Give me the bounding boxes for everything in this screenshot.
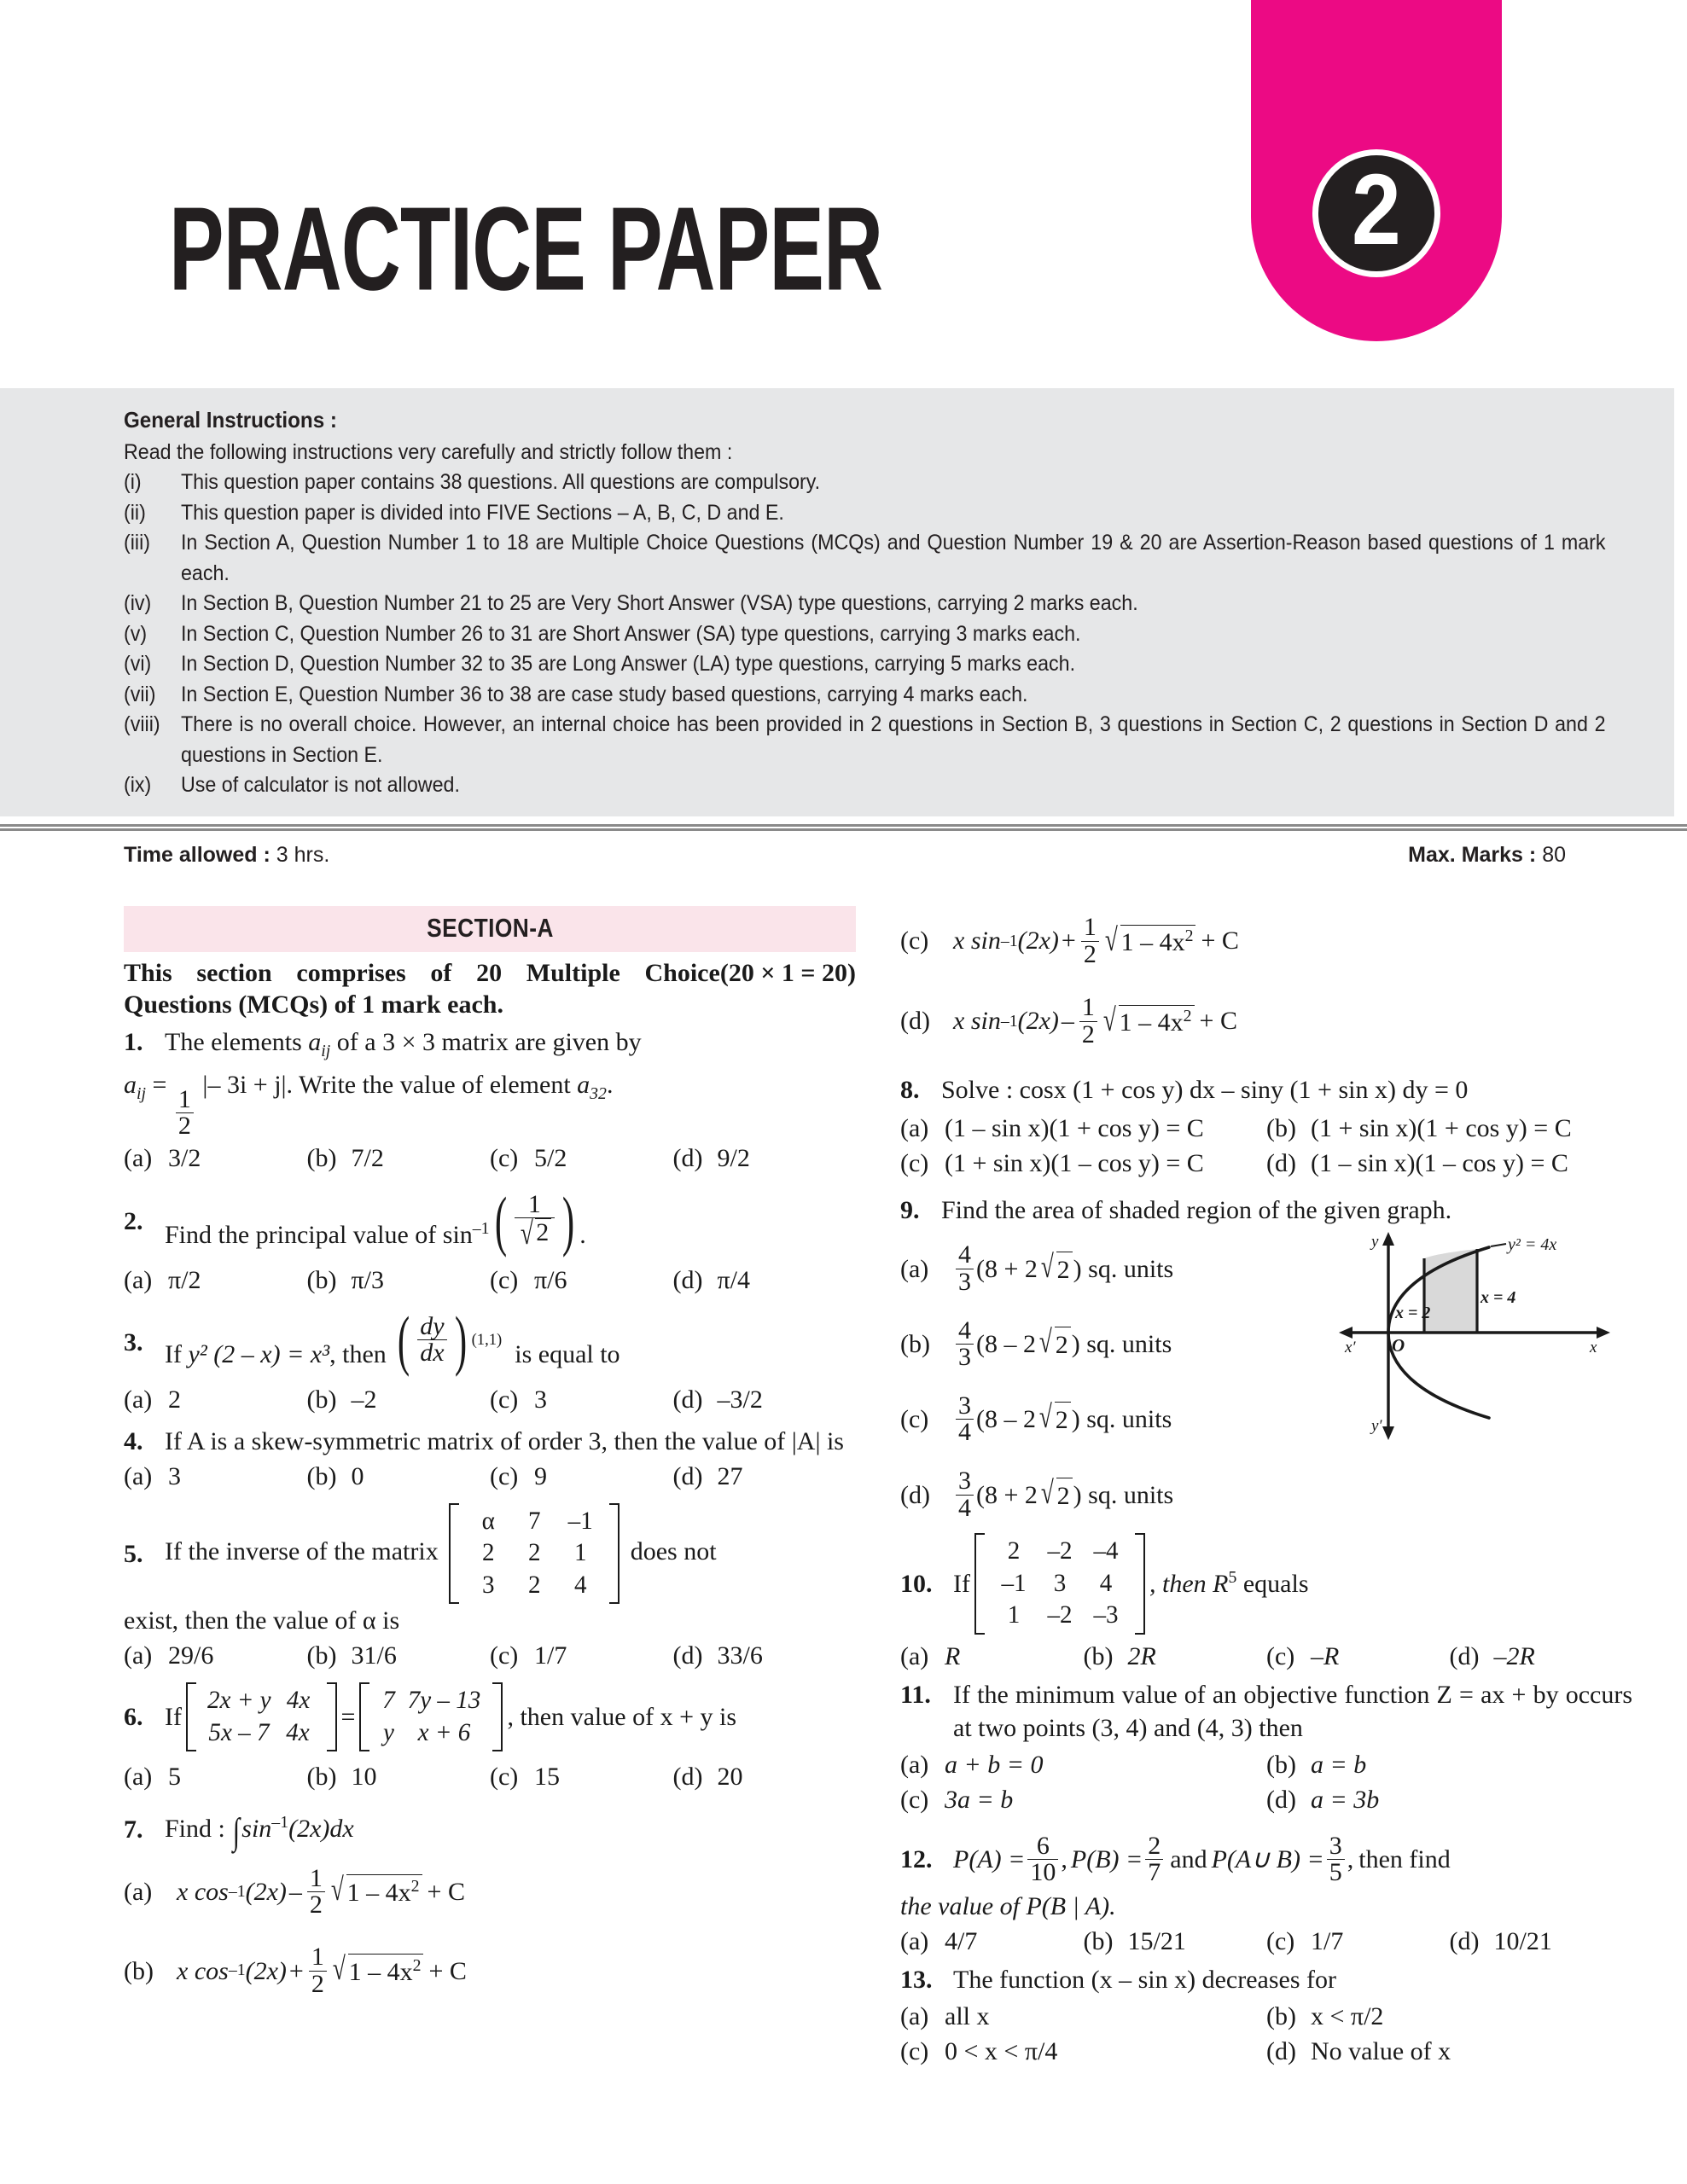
option-c[interactable]: (c) 3a = b bbox=[900, 1785, 1014, 1814]
origin-label: O bbox=[1392, 1335, 1405, 1356]
option-a[interactable]: (a) all x bbox=[900, 2001, 990, 2030]
q7-integral-icon: ∫ bbox=[233, 1811, 241, 1853]
question-7 bbox=[124, 1812, 856, 1997]
time-allowed-value: 3 hrs. bbox=[276, 843, 330, 867]
max-marks-label: Max. Marks : bbox=[1408, 843, 1543, 867]
option-a[interactable]: (a) 4/7 bbox=[900, 1926, 978, 1955]
instruction-text: This question paper is divided into FIVE Sections – A, B, C, D and E. bbox=[180, 500, 784, 525]
option-a[interactable]: (a) 29/6 bbox=[124, 1641, 214, 1670]
instruction-number: (vii) bbox=[124, 682, 156, 706]
instruction-text: In Section D, Question Number 32 to 35 are Long Answer (LA) type questions, carrying 5 marks each. bbox=[180, 652, 1076, 676]
question-1-text-b: of a 3 × 3 matrix are given by bbox=[336, 1028, 642, 1057]
q5-text-a: If the inverse of the matrix bbox=[165, 1536, 439, 1565]
y-axis-top-arrow bbox=[1382, 1232, 1394, 1246]
q5-text-c: exist, then the value of α is bbox=[124, 1606, 400, 1635]
instruction-number: (i) bbox=[124, 470, 142, 494]
instruction-number: (iv) bbox=[124, 591, 152, 615]
option-d[interactable]: (d) 33/6 bbox=[672, 1641, 763, 1670]
question-11-number: 11. bbox=[900, 1680, 931, 1709]
q12-and: and bbox=[1170, 1845, 1207, 1874]
option-d[interactable]: (d) No value of x bbox=[1266, 2036, 1451, 2065]
q3-dx: dx bbox=[420, 1339, 445, 1368]
curve-label-leader bbox=[1491, 1244, 1506, 1246]
question-1-text-a: The elements bbox=[165, 1028, 302, 1057]
instruction-item bbox=[124, 649, 1606, 680]
section-a-marks-note: (20 × 1 = 20) bbox=[719, 959, 856, 987]
option-c[interactable]: (c) 9 bbox=[490, 1461, 547, 1490]
question-1-eq: = bbox=[152, 1071, 167, 1100]
instruction-item bbox=[124, 468, 1606, 498]
question-9-option-a[interactable]: (a) $\frac{4}{3}$ (8 + 2 √ 2 ) sq. units bbox=[900, 1240, 1174, 1296]
option-a[interactable]: (a) 5 bbox=[124, 1763, 181, 1792]
question-9-graph bbox=[1334, 1227, 1615, 1440]
instruction-text: There is no overall choice. However, an internal choice has been provided in 2 questions in Section B, 3 questions in Section C, 2 questions in Section D and 2 questions in Section E. bbox=[180, 712, 1606, 767]
question-columns bbox=[0, 906, 1687, 2071]
option-c[interactable]: (c) (1 + sin x)(1 – cos y) = C bbox=[900, 1149, 1204, 1178]
option-b[interactable]: (b) π/3 bbox=[306, 1265, 384, 1294]
q10-text-a: If bbox=[953, 1569, 970, 1598]
question-6 bbox=[124, 1682, 856, 1793]
option-a[interactable]: (a) 3 bbox=[124, 1461, 181, 1490]
section-a-header bbox=[124, 906, 856, 952]
q12-pa-label: P(A) = bbox=[953, 1845, 1026, 1874]
question-13-number: 13. bbox=[900, 1965, 933, 1994]
x-prime-label: x′ bbox=[1345, 1339, 1356, 1357]
instruction-item bbox=[124, 710, 1606, 770]
question-11 bbox=[900, 1678, 1632, 1816]
q3-text-b: , then bbox=[329, 1339, 387, 1368]
question-5-options bbox=[124, 1639, 856, 1672]
option-a[interactable]: (a) (1 – sin x)(1 + cos y) = C bbox=[900, 1114, 1204, 1143]
q2-exp: –1 bbox=[472, 1218, 490, 1238]
q5-text-b: does not bbox=[630, 1536, 717, 1565]
line-x2-label: x = 2 bbox=[1395, 1304, 1431, 1323]
option-b[interactable]: (b) 31/6 bbox=[306, 1641, 397, 1670]
option-d[interactable]: (d) 9/2 bbox=[672, 1143, 750, 1172]
instruction-item bbox=[124, 528, 1606, 589]
q7-exp: –1 bbox=[271, 1813, 289, 1833]
question-6-number: 6. bbox=[124, 1703, 143, 1732]
question-12: 12. P(A) = $\frac{6}{10}$ , P(B) = $\frac{2}{7}$ and P(A∪ B) = $\frac{3}{5}$ , then find the value of P(B | A). (a) 4/7 (b) 15/21 (c) 1/7 (d) 10/21 bbox=[900, 1833, 1632, 1958]
instruction-number: (vi) bbox=[124, 652, 152, 676]
q7-integrand: sin bbox=[241, 1815, 272, 1844]
question-7-number: 7. bbox=[124, 1815, 143, 1844]
option-a[interactable]: (a) 2 bbox=[124, 1385, 181, 1414]
q6-equals: = bbox=[340, 1703, 356, 1732]
instruction-item bbox=[124, 680, 1606, 711]
instruction-text: In Section E, Question Number 36 to 38 are case study based questions, carrying 4 marks each. bbox=[180, 682, 1028, 706]
exam-meta-row bbox=[124, 843, 1566, 868]
q1-tail-sym: a bbox=[577, 1071, 590, 1100]
question-2-number: 2. bbox=[124, 1207, 143, 1236]
option-d[interactable]: (d) 27 bbox=[672, 1461, 743, 1490]
time-allowed-label: Time allowed : bbox=[124, 843, 276, 867]
q3-text-c: is equal to bbox=[515, 1339, 620, 1368]
parabola-area-diagram bbox=[1334, 1227, 1615, 1440]
instructions-lead: Read the following instructions very carefully and strictly follow them : bbox=[124, 440, 733, 464]
question-1-symbol: a bbox=[308, 1028, 322, 1057]
question-5-number: 5. bbox=[124, 1539, 143, 1568]
question-9-text: Find the area of shaded region of the given graph. bbox=[941, 1196, 1452, 1225]
q12-then: then find bbox=[1358, 1845, 1451, 1874]
question-8 bbox=[900, 1073, 1632, 1180]
option-c[interactable]: (c) 5/2 bbox=[490, 1143, 567, 1172]
question-11-options-row1 bbox=[900, 1748, 1632, 1781]
question-12-options bbox=[900, 1925, 1632, 1958]
page-title: PRACTICE PAPER bbox=[169, 183, 883, 317]
instruction-number: (viii) bbox=[124, 712, 160, 736]
question-1 bbox=[124, 1025, 856, 1174]
option-d[interactable]: (d) (1 – sin x)(1 – cos y) = C bbox=[1266, 1149, 1568, 1178]
question-12-number: 12. bbox=[900, 1845, 933, 1874]
option-c[interactable]: (c) 1/7 bbox=[490, 1641, 567, 1670]
question-4-text: If A is a skew-symmetric matrix of order 3, then the value of |A| is bbox=[165, 1426, 844, 1455]
question-4-options bbox=[124, 1460, 856, 1493]
page-header bbox=[0, 0, 1687, 380]
instruction-text: In Section A, Question Number 1 to 18 are Multiple Choice Questions (MCQs) and Question Number 19 & 20 are Assertion-Reason based questions of 1 mark each. bbox=[180, 531, 1606, 585]
q12-pu-label: P(A∪ B) = bbox=[1211, 1845, 1324, 1874]
option-c[interactable]: (c) –R bbox=[1266, 1641, 1340, 1670]
q7-text: Find : bbox=[165, 1815, 225, 1844]
instruction-text: In Section C, Question Number 26 to 31 are Short Answer (SA) type questions, carrying 3 marks each. bbox=[180, 621, 1081, 646]
q12-pb-label: P(B) = bbox=[1070, 1845, 1143, 1874]
question-7-option-c[interactable]: (c) x sin –1 (2x) + $\frac{1}{2}$ √ $1 - 4x^2$ + C bbox=[900, 913, 1239, 968]
question-1-formula: $a_{ij}$ = $\frac{1}{2}$ |– 3i + j|. Write the value of element $a_{32}$. bbox=[124, 1071, 614, 1141]
curve-equation-label: y² = 4x bbox=[1508, 1235, 1557, 1255]
question-10-options bbox=[900, 1640, 1632, 1673]
option-a[interactable]: (a) R bbox=[900, 1641, 961, 1670]
instruction-text: This question paper contains 38 questions. All questions are compulsory. bbox=[180, 470, 821, 494]
general-instructions-block bbox=[0, 388, 1674, 816]
q6-text-b: , then value of x + y is bbox=[507, 1703, 737, 1732]
instruction-number: (v) bbox=[124, 621, 148, 646]
max-marks-value: 80 bbox=[1542, 843, 1566, 867]
option-b[interactable]: (b) 15/21 bbox=[1083, 1926, 1186, 1955]
question-3-number: 3. bbox=[124, 1327, 143, 1356]
option-a[interactable]: (a) a + b = 0 bbox=[900, 1750, 1044, 1779]
q1-abs-expr: – 3i + j bbox=[207, 1071, 282, 1100]
instruction-item bbox=[124, 619, 1606, 650]
question-9-option-c[interactable]: (c) $\frac{3}{4}$ (8 – 2 √ 2 ) sq. units bbox=[900, 1391, 1172, 1447]
y-axis-bottom-arrow bbox=[1382, 1426, 1394, 1440]
question-4 bbox=[124, 1425, 856, 1493]
question-11-text: If the minimum value of an objective function Z = ax + by occurs at two points (3, 4) and (4, 3) then bbox=[953, 1680, 1632, 1742]
section-a-title: SECTION-A bbox=[426, 913, 554, 943]
section-a-description bbox=[124, 957, 856, 1020]
instruction-number: (ii) bbox=[124, 500, 146, 525]
question-13-options-row2 bbox=[900, 2035, 1632, 2068]
question-8-options-row1 bbox=[900, 1112, 1632, 1145]
option-c[interactable]: (c) π/6 bbox=[490, 1265, 567, 1294]
option-d[interactable]: (d) 20 bbox=[672, 1763, 743, 1792]
question-7-option-b[interactable]: (b) x cos –1 (2x) + $\frac{1}{2}$ √ $1 - 4x^2$ + C bbox=[124, 1943, 467, 1998]
q10-exp: 5 bbox=[1228, 1567, 1237, 1587]
q1-frac-den: 2 bbox=[177, 1112, 191, 1141]
option-d[interactable]: (d) –3/2 bbox=[672, 1385, 763, 1414]
instruction-text: Use of calculator is not allowed. bbox=[180, 773, 460, 797]
instruction-item bbox=[124, 498, 1606, 529]
question-8-options-row2 bbox=[900, 1147, 1632, 1180]
question-1-options bbox=[124, 1141, 856, 1175]
question-7-option-a[interactable]: (a) x cos –1 (2x) – $\frac{1}{2}$ √ $1 - 4x^2$ + C bbox=[124, 1863, 465, 1920]
question-8-text: Solve : cosx (1 + cos y) dx – siny (1 + sin x) dy = 0 bbox=[941, 1076, 1469, 1105]
option-a[interactable]: (a) 3/2 bbox=[124, 1143, 201, 1172]
instruction-number: (iii) bbox=[124, 531, 150, 555]
instruction-number: (ix) bbox=[124, 773, 152, 797]
question-10 bbox=[900, 1533, 1632, 1672]
right-column bbox=[900, 906, 1632, 2071]
option-a[interactable]: (a) π/2 bbox=[124, 1265, 201, 1294]
q10-text-c: equals bbox=[1242, 1569, 1309, 1598]
option-c[interactable]: (c) 15 bbox=[490, 1763, 560, 1792]
q2-fn: sin bbox=[442, 1220, 473, 1249]
option-b[interactable]: (b) –2 bbox=[306, 1385, 377, 1414]
q1-tail-sub: 32 bbox=[590, 1084, 607, 1104]
q6-text-a: If bbox=[165, 1703, 182, 1732]
question-7-option-d[interactable]: (d) x sin –1 (2x) – $\frac{1}{2}$ √ $1 - 4x^2$ + C bbox=[900, 993, 1237, 1048]
option-b[interactable]: (b) 2R bbox=[1083, 1641, 1156, 1670]
option-b[interactable]: (b) 10 bbox=[306, 1763, 377, 1792]
question-2: 2. Find the principal value of $\sin^{-1}$ ( 1 √ 2 ) . (a) π/2 (b) π/3 (c) π/6 (d) π/4 bbox=[124, 1192, 856, 1297]
q5-matrix: α 7 –1 2 2 1 3 2 4 bbox=[449, 1503, 620, 1604]
q1-tail: . Write the value of element bbox=[286, 1071, 571, 1100]
q7-arg: (2x)dx bbox=[288, 1815, 354, 1844]
q2-arg-den: 2 bbox=[535, 1218, 551, 1249]
x-axis-left-arrow bbox=[1339, 1327, 1353, 1339]
question-2-options bbox=[124, 1263, 856, 1297]
y-prime-label: y′ bbox=[1371, 1417, 1382, 1436]
option-b[interactable]: (b) x < π/2 bbox=[1266, 2001, 1384, 2030]
question-13-text: The function (x – sin x) decreases for bbox=[953, 1965, 1337, 1994]
question-13-options-row1 bbox=[900, 2000, 1632, 2033]
option-c[interactable]: (c) 0 < x < π/4 bbox=[900, 2036, 1058, 2065]
question-4-number: 4. bbox=[124, 1426, 143, 1455]
time-allowed bbox=[124, 843, 329, 868]
x-axis-label: x bbox=[1590, 1339, 1597, 1357]
question-5 bbox=[124, 1503, 856, 1672]
option-d[interactable]: (d) –2R bbox=[1449, 1641, 1535, 1670]
max-marks bbox=[1408, 843, 1566, 868]
option-c[interactable]: (c) 1/7 bbox=[1266, 1926, 1344, 1955]
paper-number: 2 bbox=[1352, 154, 1401, 266]
q12-text-b: the value of P(B | A). bbox=[900, 1891, 1116, 1920]
instruction-text: In Section B, Question Number 21 to 25 are Very Short Answer (VSA) type questions, carrying 2 marks each. bbox=[180, 591, 1138, 615]
question-1-number: 1. bbox=[124, 1028, 143, 1057]
section-divider-rule bbox=[0, 824, 1687, 831]
option-d[interactable]: (d) 10/21 bbox=[1449, 1926, 1552, 1955]
section-a-description-text: This section comprises of 20 Multiple Choice Questions (MCQs) of 1 mark each. bbox=[124, 959, 720, 1019]
q10-text-b: , then R bbox=[1149, 1569, 1229, 1598]
q3-dy: dy bbox=[420, 1311, 445, 1340]
q10-matrix: 2 –2 –4 –1 3 4 1 –2 –3 bbox=[974, 1533, 1145, 1634]
q6-matrix-right: 7 7y – 13 y x + 6 bbox=[359, 1682, 503, 1751]
question-1-subscript: ij bbox=[321, 1042, 331, 1061]
line-x4-label: x = 4 bbox=[1480, 1288, 1516, 1308]
question-9-option-d[interactable]: (d) $\frac{3}{4}$ (8 + 2 √ 2 ) sq. units bbox=[900, 1466, 1174, 1522]
instruction-item bbox=[124, 770, 1606, 801]
q1-frac-num: 1 bbox=[176, 1087, 194, 1114]
q2-radical: √ bbox=[520, 1216, 533, 1252]
question-6-options bbox=[124, 1760, 856, 1793]
paper-number-badge bbox=[1312, 149, 1440, 277]
q3-at: (1,1) bbox=[471, 1330, 503, 1349]
question-9 bbox=[900, 1194, 1632, 1521]
question-10-number: 10. bbox=[900, 1569, 933, 1598]
x-axis-right-arrow bbox=[1597, 1327, 1610, 1339]
option-b[interactable]: (b) a = b bbox=[1266, 1750, 1367, 1779]
q1-tail-end: . bbox=[606, 1071, 614, 1100]
option-b[interactable]: (b) 7/2 bbox=[306, 1143, 384, 1172]
option-d[interactable]: (d) a = 3b bbox=[1266, 1785, 1380, 1814]
question-3-options bbox=[124, 1383, 856, 1416]
q6-matrix-left: 2x + y 4x 5x – 7 4x bbox=[186, 1682, 337, 1751]
left-column bbox=[124, 906, 856, 2071]
question-8-number: 8. bbox=[900, 1076, 920, 1105]
question-13 bbox=[900, 1963, 1632, 2068]
q3-lhs: y² (2 – x) = x³ bbox=[188, 1339, 330, 1368]
y-axis-label: y bbox=[1371, 1233, 1379, 1252]
question-2-text: Find the principal value of bbox=[165, 1220, 437, 1249]
question-9-option-b[interactable]: (b) $\frac{4}{3}$ (8 – 2 √ 2 ) sq. units bbox=[900, 1316, 1172, 1372]
question-11-options-row2 bbox=[900, 1783, 1632, 1816]
option-d[interactable]: (d) π/4 bbox=[672, 1265, 750, 1294]
option-b[interactable]: (b) (1 + sin x)(1 + cos y) = C bbox=[1266, 1114, 1572, 1143]
question-9-number: 9. bbox=[900, 1196, 920, 1225]
q2-arg-num: 1 bbox=[515, 1192, 556, 1219]
option-c[interactable]: (c) 3 bbox=[490, 1385, 547, 1414]
instructions-heading: General Instructions : bbox=[124, 407, 337, 433]
q3-text-a: If bbox=[165, 1339, 182, 1368]
question-3: 3. If y² (2 – x) = x³, then ( $\frac{dy}{dx}$ ) (1,1) is equal to (a) 2 (b) –2 (c) 3 (d) –3/2 bbox=[124, 1314, 856, 1416]
instruction-item bbox=[124, 589, 1606, 619]
option-b[interactable]: (b) 0 bbox=[306, 1461, 364, 1490]
